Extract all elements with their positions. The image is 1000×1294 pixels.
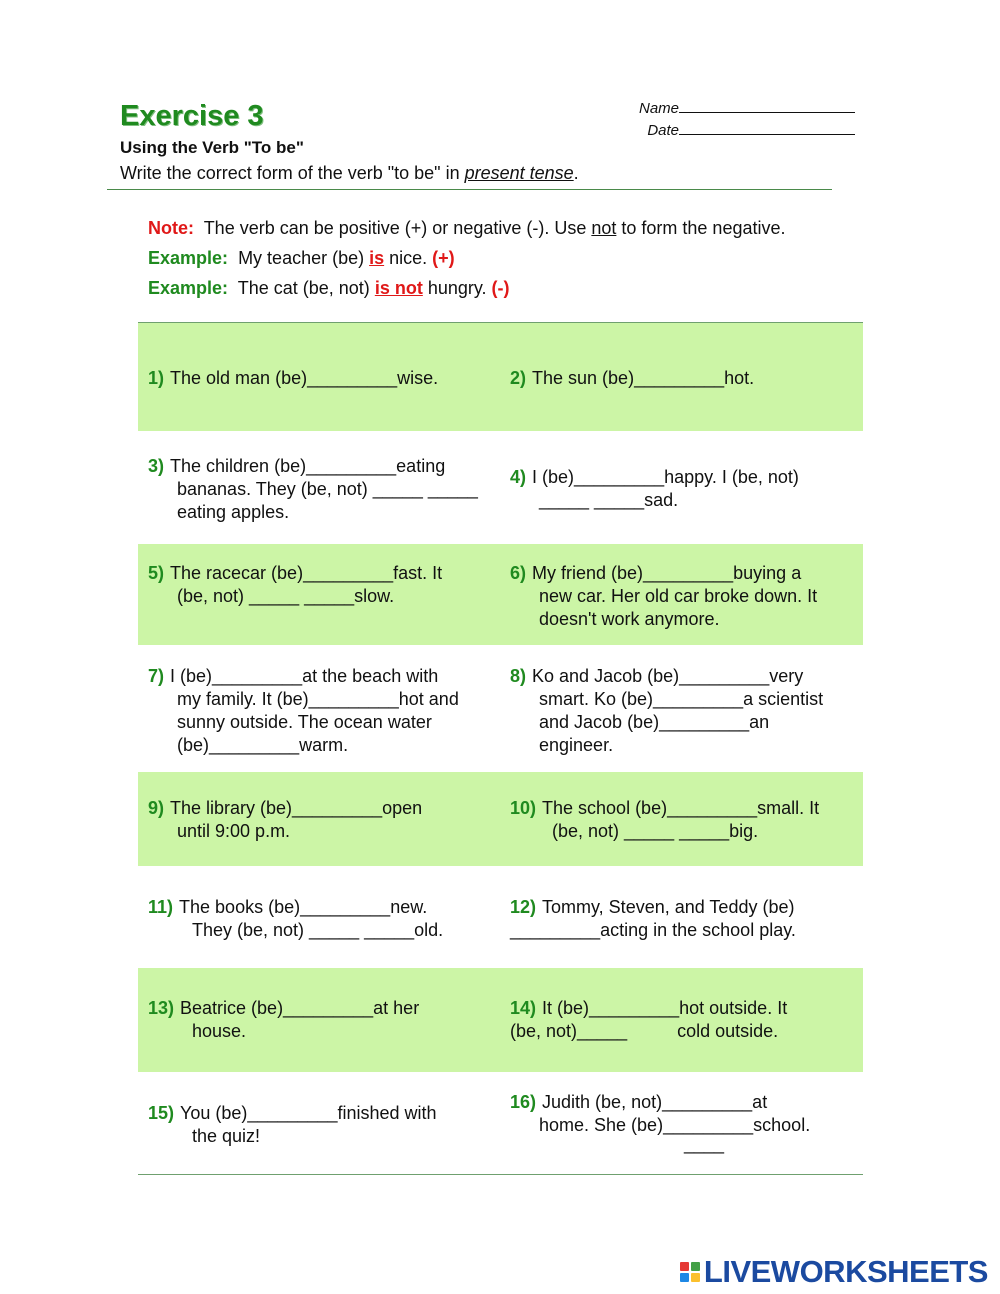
- question-text[interactable]: The books (be)_________new.: [179, 897, 428, 917]
- example-2-post: hungry.: [422, 278, 492, 298]
- question-text[interactable]: The school (be)_________small. It: [542, 798, 820, 818]
- note-pre: The verb can be positive (+) or negative (-). Use: [203, 218, 592, 238]
- example-2-answer: is not: [374, 278, 423, 298]
- question-text[interactable]: The old man (be)_________wise.: [170, 368, 439, 388]
- instruction-present-tense: present tense: [464, 163, 574, 183]
- question-11: [148, 896, 493, 942]
- name-blank[interactable]: [679, 98, 855, 113]
- question-text[interactable]: You (be)_________finished with: [180, 1103, 437, 1123]
- note-not: not: [591, 218, 617, 238]
- logo-text: LIVEWORKSHEETS: [703, 1254, 988, 1289]
- question-number: 13): [148, 998, 175, 1018]
- header-divider: [107, 189, 832, 190]
- question-4: [510, 466, 855, 512]
- question-text[interactable]: The sun (be)_________hot.: [532, 368, 755, 388]
- question-3: [148, 455, 493, 524]
- question-text: house.: [192, 1021, 247, 1041]
- question-text[interactable]: my family. It (be)_________hot and: [177, 689, 459, 709]
- question-number: 1): [148, 368, 165, 388]
- logo-mark-icon: [680, 1262, 700, 1282]
- example-2: [148, 278, 510, 299]
- table-bottom-line: [138, 1174, 863, 1175]
- example-1: [148, 248, 455, 269]
- example-2-sign: (-): [491, 278, 510, 298]
- question-text[interactable]: Beatrice (be)_________at her: [180, 998, 420, 1018]
- question-text[interactable]: ____: [684, 1134, 725, 1154]
- question-text[interactable]: The library (be)_________open: [170, 798, 423, 818]
- question-text: until 9:00 p.m.: [177, 821, 291, 841]
- question-text[interactable]: (be, not)_____ cold outside.: [510, 1021, 779, 1041]
- date-blank[interactable]: [679, 120, 855, 135]
- question-text[interactable]: I (be)_________happy. I (be, not): [532, 467, 799, 487]
- question-text[interactable]: They (be, not) _____ _____old.: [192, 920, 444, 940]
- name-field[interactable]: [639, 98, 855, 117]
- note-post: to form the negative.: [616, 218, 786, 238]
- question-text[interactable]: bananas. They (be, not) _____ _____: [177, 479, 478, 499]
- question-number: 5): [148, 563, 165, 583]
- question-number: 6): [510, 563, 527, 583]
- question-text: engineer.: [539, 735, 614, 755]
- question-9: [148, 797, 493, 843]
- question-14: [510, 997, 855, 1043]
- question-text[interactable]: (be, not) _____ _____slow.: [177, 586, 395, 606]
- example-1-label: Example:: [148, 248, 229, 268]
- name-label: Name: [638, 100, 679, 117]
- question-number: 15): [148, 1103, 175, 1123]
- example-2-label: Example:: [148, 278, 229, 298]
- example-1-answer: is: [369, 248, 385, 268]
- question-text: the quiz!: [192, 1126, 261, 1146]
- question-text[interactable]: _________acting in the school play.: [510, 920, 796, 940]
- question-text[interactable]: _____ _____sad.: [539, 490, 679, 510]
- question-text: Tommy, Steven, and Teddy (be): [542, 897, 795, 917]
- example-1-pre: My teacher (be): [238, 248, 370, 268]
- question-number: 4): [510, 467, 527, 487]
- logo-square-icon: [691, 1273, 700, 1282]
- instruction-text: [120, 163, 579, 184]
- question-text[interactable]: It (be)_________hot outside. It: [542, 998, 788, 1018]
- question-number: 2): [510, 368, 527, 388]
- logo-square-icon: [680, 1273, 689, 1282]
- logo-square-icon: [691, 1262, 700, 1271]
- question-2: [510, 367, 855, 390]
- question-text[interactable]: The children (be)_________eating: [170, 456, 446, 476]
- date-label: Date: [647, 122, 679, 139]
- date-field[interactable]: [647, 120, 855, 139]
- question-text[interactable]: (be, not) _____ _____big.: [552, 821, 759, 841]
- question-text[interactable]: smart. Ko (be)_________a scientist: [539, 689, 824, 709]
- question-text[interactable]: and Jacob (be)_________an: [539, 712, 770, 732]
- question-13: [148, 997, 493, 1043]
- question-number: 8): [510, 666, 527, 686]
- question-text[interactable]: Ko and Jacob (be)_________very: [532, 666, 804, 686]
- question-number: 9): [148, 798, 165, 818]
- question-text[interactable]: The racecar (be)_________fast. It: [170, 563, 443, 583]
- question-text: new car. Her old car broke down. It: [539, 586, 818, 606]
- question-text: eating apples.: [177, 502, 290, 522]
- question-text: doesn't work anymore.: [539, 609, 720, 629]
- question-10: [510, 797, 855, 843]
- question-text[interactable]: I (be)_________at the beach with: [170, 666, 439, 686]
- question-text[interactable]: Judith (be, not)_________at: [542, 1092, 768, 1112]
- question-text[interactable]: home. She (be)_________school.: [539, 1115, 811, 1135]
- question-text: sunny outside. The ocean water: [177, 712, 432, 732]
- liveworksheets-logo: [680, 1254, 988, 1290]
- exercise-subtitle: Using the Verb "To be": [120, 138, 304, 157]
- example-1-sign: (+): [432, 248, 455, 268]
- question-8: [510, 665, 855, 757]
- logo-square-icon: [680, 1262, 689, 1271]
- question-16: [510, 1091, 855, 1154]
- question-number: 16): [510, 1092, 537, 1112]
- question-number: 3): [148, 456, 165, 476]
- instruction-post: .: [573, 163, 579, 183]
- note-label: Note:: [148, 218, 194, 238]
- question-number: 7): [148, 666, 165, 686]
- question-text[interactable]: My friend (be)_________buying a: [532, 563, 802, 583]
- instruction-pre: Write the correct form of the verb "to be" in: [120, 163, 465, 183]
- question-number: 10): [510, 798, 537, 818]
- example-1-post: nice.: [384, 248, 433, 268]
- question-6: [510, 562, 855, 631]
- question-number: 14): [510, 998, 537, 1018]
- question-1: [148, 367, 493, 390]
- question-text[interactable]: (be)_________warm.: [177, 735, 349, 755]
- question-number: 12): [510, 897, 537, 917]
- question-12: [510, 896, 855, 942]
- question-7: [148, 665, 493, 757]
- note-line: [148, 218, 785, 239]
- question-15: [148, 1102, 493, 1148]
- question-number: 11): [148, 897, 174, 917]
- exercise-title: Exercise 3: [120, 100, 264, 132]
- question-5: [148, 562, 493, 608]
- example-2-pre: The cat (be, not): [237, 278, 375, 298]
